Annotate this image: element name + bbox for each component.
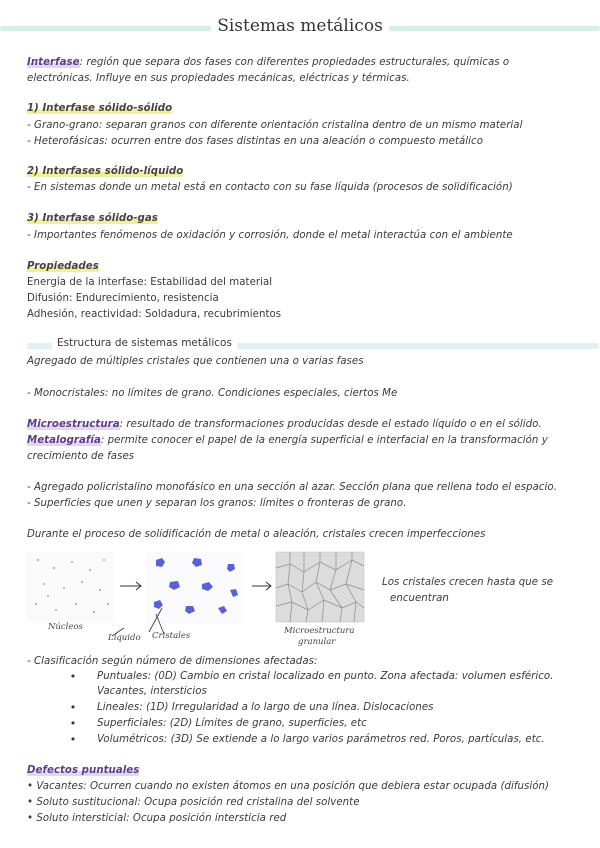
bullet-2: • [69,701,77,714]
agregado-line-2: - Superficies que unen y separan los granos: límites o fronteras de grano. [27,498,407,509]
agregado-line-1: - Agregado policristalino monofásico en una sección al azar. Sección plana que rellena todo el espacio. [27,482,557,493]
microestructura-text: : resultado de transformaciones producidas desde el estado líquido o en el sólido. [119,419,542,430]
section-3-heading: 3) Interfase sólido-gas [27,213,158,224]
section-3-line-1: - Importantes fenómenos de oxidación y corrosión, donde el metal interactúa con el ambiente [27,230,513,241]
defectos-sustitucional: • Soluto sustitucional: Ocupa posición red cristalina del solvente [27,797,360,808]
section-2-heading: 2) Interfases sólido-líquido [27,166,184,177]
microestructura-term: Microestructura [27,419,120,430]
metalografia-line-2: crecimiento de fases [27,451,135,462]
clasificacion-volumetricos: Volumétricos: (3D) Se extiende a lo largo varios parámetros red. Poros, partículas, etc. [97,734,545,745]
interfase-text-1: : región que separa dos fases con diferentes propiedades estructurales, químicas o [79,57,510,68]
section-2-line-1: - En sistemas donde un metal está en contacto con su fase líquida (procesos de solidificación) [27,182,513,193]
bullet-3: • [69,717,77,730]
propiedades-3: Adhesión, reactividad: Soldadura, recubrimientos [27,309,282,320]
section-1-heading: 1) Interfase sólido-sólido [27,103,173,114]
defectos-intersticial: • Soluto intersticial: Ocupa posición intersticia red [27,813,287,824]
estructura-line-2: - Monocristales: no límites de grano. Condiciones especiales, ciertos Me [27,388,398,399]
clasificacion-superficiales: Superficiales: (2D) Límites de grano, superficies, etc [97,718,367,729]
clasificacion-intro: - Clasificación según número de dimensiones afectadas: [27,656,318,667]
estructura-line-1: Agregado de múltiples cristales que contienen una o varias fases [27,356,364,367]
interfase-line-2: electrónicas. Influye en sus propiedades mecánicas, eléctricas y térmicas. [27,73,410,84]
clasificacion-lineales: Lineales: (1D) Irregularidad a lo largo de una línea. Dislocaciones [97,702,434,713]
figure-caption-2: encuentran [390,593,449,604]
label-liquido: Líquido [108,633,141,643]
page-title: Sistemas metálicos [0,16,600,36]
microestructura-line [27,418,542,431]
propiedades-2: Difusión: Endurecimiento, resistencia [27,293,219,304]
label-cristales: Cristales [152,631,191,641]
nuclei-panel [26,552,114,622]
metalografia-term: Metalografía [27,435,101,446]
figure-caption-1: Los cristales crecen hasta que se [382,577,554,588]
metalografia-text: : permite conocer el papel de la energía superficial e interfacial en la transformación y [100,435,548,446]
propiedades-1: Energía de la interfase: Estabilidad del material [27,277,273,288]
interfase-line-1 [27,56,509,69]
defectos-heading: Defectos puntuales [27,765,140,776]
solidificacion-line: Durante el proceso de solidificación de metal o aleación, cristales crecen imperfecciones [27,529,486,540]
estructura-subtitle: Estructura de sistemas metálicos [52,337,237,349]
clasificacion-puntuales-2: Vacantes, intersticios [97,686,207,697]
metalografia-line [27,434,548,447]
propiedades-heading: Propiedades [27,261,99,272]
bullet-4: • [69,733,77,746]
defectos-vacantes: • Vacantes: Ocurren cuando no existen átomos en una posición que debiera estar ocupada (difusión) [27,781,550,792]
interfase-term: Interfase [27,57,80,68]
label-nucleos: Núcleos [48,622,83,632]
label-microestructura: Microestructura [284,626,355,636]
section-1-line-2: - Heterofásicas: ocurren entre dos fases distintas en una aleación o compuesto metálico [27,136,483,147]
clasificacion-puntuales: Puntuales: (0D) Cambio en cristal localizado en punto. Zona afectada: volumen esférico. [97,671,554,682]
bullet-1: • [69,670,77,683]
section-1-line-1: - Grano-grano: separan granos con diferente orientación cristalina dentro de un mismo material [27,120,523,131]
label-granular: granular [298,637,336,647]
